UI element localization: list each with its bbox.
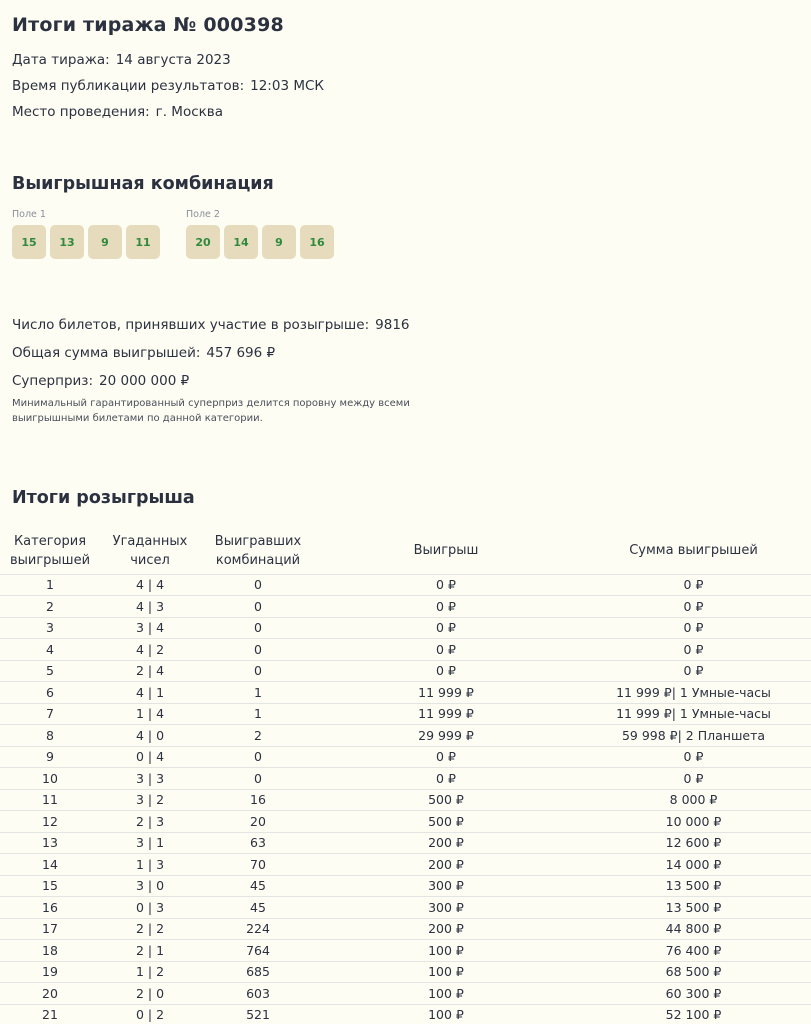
cell-winning-combos: 0 — [200, 746, 316, 768]
cell-prize: 300 ₽ — [316, 897, 576, 919]
cell-guessed: 4 | 4 — [100, 574, 200, 596]
cell-total: 52 100 ₽ — [576, 1004, 811, 1024]
table-row — [0, 789, 811, 811]
cell-prize: 200 ₽ — [316, 854, 576, 876]
table-row — [0, 682, 811, 704]
header-winning-combos: Выигравших комбинаций — [200, 528, 316, 574]
publish-time-value: 12:03 МСК — [250, 78, 324, 94]
tickets-count-label: Число билетов, принявших участие в розыгрыше: — [12, 317, 370, 333]
number-ball: 13 — [50, 225, 84, 259]
superprize-value: 20 000 000 ₽ — [99, 373, 190, 389]
cell-category: 1 — [0, 574, 100, 596]
table-row — [0, 940, 811, 962]
cell-winning-combos: 63 — [200, 832, 316, 854]
cell-total: 0 ₽ — [576, 574, 811, 596]
table-row — [0, 811, 811, 833]
cell-total: 14 000 ₽ — [576, 854, 811, 876]
cell-category: 19 — [0, 961, 100, 983]
cell-guessed: 3 | 2 — [100, 789, 200, 811]
field1-label: Поле 1 — [12, 209, 46, 220]
cell-guessed: 0 | 3 — [100, 897, 200, 919]
cell-winning-combos: 45 — [200, 897, 316, 919]
cell-total: 11 999 ₽| 1 Умные-часы — [576, 703, 811, 725]
cell-winning-combos: 0 — [200, 660, 316, 682]
cell-prize: 100 ₽ — [316, 940, 576, 962]
tickets-count — [12, 317, 410, 333]
cell-guessed: 3 | 1 — [100, 832, 200, 854]
cell-prize: 500 ₽ — [316, 789, 576, 811]
cell-guessed: 1 | 3 — [100, 854, 200, 876]
table-row — [0, 918, 811, 940]
cell-category: 8 — [0, 725, 100, 747]
cell-category: 21 — [0, 1004, 100, 1024]
table-row — [0, 897, 811, 919]
results-header-row — [0, 528, 811, 574]
superprize-note: Минимальный гарантированный суперприз делится поровну между всеми выигрышными билетами по данной категории. — [12, 398, 410, 424]
cell-winning-combos: 0 — [200, 768, 316, 790]
cell-category: 16 — [0, 897, 100, 919]
number-ball: 20 — [186, 225, 220, 259]
table-row — [0, 961, 811, 983]
draw-date-label: Дата тиража: — [12, 52, 110, 68]
cell-prize: 0 ₽ — [316, 596, 576, 618]
table-row — [0, 639, 811, 661]
cell-category: 2 — [0, 596, 100, 618]
number-ball: 14 — [224, 225, 258, 259]
cell-category: 10 — [0, 768, 100, 790]
cell-prize: 29 999 ₽ — [316, 725, 576, 747]
cell-winning-combos: 1 — [200, 682, 316, 704]
cell-total: 0 ₽ — [576, 660, 811, 682]
cell-total: 59 998 ₽| 2 Планшета — [576, 725, 811, 747]
cell-total: 68 500 ₽ — [576, 961, 811, 983]
cell-winning-combos: 1 — [200, 703, 316, 725]
cell-winning-combos: 603 — [200, 983, 316, 1005]
results-title: Итоги розыгрыша — [12, 488, 195, 508]
cell-prize: 300 ₽ — [316, 875, 576, 897]
cell-guessed: 4 | 1 — [100, 682, 200, 704]
table-row — [0, 854, 811, 876]
cell-winning-combos: 20 — [200, 811, 316, 833]
table-row — [0, 596, 811, 618]
header-prize: Выигрыш — [316, 528, 576, 574]
cell-prize: 0 ₽ — [316, 660, 576, 682]
total-winnings — [12, 345, 275, 361]
total-winnings-value: 457 696 ₽ — [206, 345, 276, 361]
cell-guessed: 3 | 3 — [100, 768, 200, 790]
cell-prize: 100 ₽ — [316, 983, 576, 1005]
cell-category: 14 — [0, 854, 100, 876]
cell-winning-combos: 0 — [200, 617, 316, 639]
publish-time-label: Время публикации результатов: — [12, 78, 245, 94]
cell-guessed: 3 | 0 — [100, 875, 200, 897]
number-ball: 15 — [12, 225, 46, 259]
header-total: Сумма выигрышей — [576, 528, 811, 574]
number-ball: 9 — [262, 225, 296, 259]
cell-winning-combos: 16 — [200, 789, 316, 811]
superprize-label: Суперприз: — [12, 373, 94, 389]
cell-guessed: 3 | 4 — [100, 617, 200, 639]
cell-winning-combos: 224 — [200, 918, 316, 940]
cell-guessed: 0 | 2 — [100, 1004, 200, 1024]
cell-category: 11 — [0, 789, 100, 811]
header-category: Категория выигрышей — [0, 528, 100, 574]
table-row — [0, 832, 811, 854]
cell-prize: 100 ₽ — [316, 1004, 576, 1024]
cell-guessed: 0 | 4 — [100, 746, 200, 768]
cell-total: 0 ₽ — [576, 596, 811, 618]
table-row — [0, 768, 811, 790]
cell-total: 0 ₽ — [576, 639, 811, 661]
superprize — [12, 373, 189, 389]
cell-winning-combos: 45 — [200, 875, 316, 897]
table-row — [0, 875, 811, 897]
cell-guessed: 2 | 4 — [100, 660, 200, 682]
draw-date-value: 14 августа 2023 — [115, 52, 231, 68]
cell-guessed: 4 | 0 — [100, 725, 200, 747]
draw-place-value: г. Москва — [155, 104, 224, 120]
cell-total: 8 000 ₽ — [576, 789, 811, 811]
cell-total: 13 500 ₽ — [576, 897, 811, 919]
cell-prize: 0 ₽ — [316, 746, 576, 768]
cell-category: 3 — [0, 617, 100, 639]
cell-prize: 0 ₽ — [316, 768, 576, 790]
draw-date — [12, 52, 231, 68]
cell-category: 7 — [0, 703, 100, 725]
cell-category: 5 — [0, 660, 100, 682]
cell-guessed: 2 | 0 — [100, 983, 200, 1005]
field1-numbers — [12, 225, 160, 259]
table-row — [0, 746, 811, 768]
table-row — [0, 1004, 811, 1024]
results-table — [0, 528, 811, 1024]
cell-category: 6 — [0, 682, 100, 704]
results-body — [0, 574, 811, 1024]
cell-prize: 200 ₽ — [316, 918, 576, 940]
cell-prize: 500 ₽ — [316, 811, 576, 833]
cell-guessed: 4 | 2 — [100, 639, 200, 661]
cell-prize: 0 ₽ — [316, 639, 576, 661]
cell-category: 18 — [0, 940, 100, 962]
cell-winning-combos: 0 — [200, 639, 316, 661]
cell-guessed: 4 | 3 — [100, 596, 200, 618]
cell-category: 15 — [0, 875, 100, 897]
tickets-count-value: 9816 — [375, 317, 410, 333]
cell-guessed: 2 | 2 — [100, 918, 200, 940]
table-row — [0, 617, 811, 639]
cell-prize: 200 ₽ — [316, 832, 576, 854]
cell-winning-combos: 764 — [200, 940, 316, 962]
cell-prize: 0 ₽ — [316, 574, 576, 596]
cell-winning-combos: 70 — [200, 854, 316, 876]
cell-winning-combos: 0 — [200, 574, 316, 596]
cell-category: 13 — [0, 832, 100, 854]
table-row — [0, 983, 811, 1005]
cell-guessed: 2 | 1 — [100, 940, 200, 962]
total-winnings-label: Общая сумма выигрышей: — [12, 345, 201, 361]
cell-winning-combos: 2 — [200, 725, 316, 747]
cell-category: 4 — [0, 639, 100, 661]
table-row — [0, 725, 811, 747]
cell-total: 10 000 ₽ — [576, 811, 811, 833]
table-row — [0, 574, 811, 596]
cell-total: 60 300 ₽ — [576, 983, 811, 1005]
cell-total: 13 500 ₽ — [576, 875, 811, 897]
draw-place — [12, 104, 223, 120]
cell-winning-combos: 521 — [200, 1004, 316, 1024]
header-guessed: Угаданных чисел — [100, 528, 200, 574]
field2-label: Поле 2 — [186, 209, 220, 220]
field2-numbers — [186, 225, 334, 259]
cell-winning-combos: 685 — [200, 961, 316, 983]
cell-prize: 100 ₽ — [316, 961, 576, 983]
cell-total: 44 800 ₽ — [576, 918, 811, 940]
cell-total: 0 ₽ — [576, 768, 811, 790]
winning-combination-title: Выигрышная комбинация — [12, 174, 274, 194]
cell-prize: 0 ₽ — [316, 617, 576, 639]
cell-total: 0 ₽ — [576, 746, 811, 768]
cell-guessed: 2 | 3 — [100, 811, 200, 833]
number-ball: 16 — [300, 225, 334, 259]
cell-category: 17 — [0, 918, 100, 940]
table-row — [0, 703, 811, 725]
cell-category: 12 — [0, 811, 100, 833]
cell-prize: 11 999 ₽ — [316, 703, 576, 725]
number-ball: 9 — [88, 225, 122, 259]
page-title: Итоги тиража № 000398 — [12, 14, 284, 36]
cell-total: 12 600 ₽ — [576, 832, 811, 854]
table-row — [0, 660, 811, 682]
cell-category: 20 — [0, 983, 100, 1005]
cell-guessed: 1 | 4 — [100, 703, 200, 725]
number-ball: 11 — [126, 225, 160, 259]
cell-winning-combos: 0 — [200, 596, 316, 618]
cell-total: 0 ₽ — [576, 617, 811, 639]
publish-time — [12, 78, 324, 94]
cell-prize: 11 999 ₽ — [316, 682, 576, 704]
cell-guessed: 1 | 2 — [100, 961, 200, 983]
cell-total: 76 400 ₽ — [576, 940, 811, 962]
cell-category: 9 — [0, 746, 100, 768]
cell-total: 11 999 ₽| 1 Умные-часы — [576, 682, 811, 704]
draw-place-label: Место проведения: — [12, 104, 150, 120]
